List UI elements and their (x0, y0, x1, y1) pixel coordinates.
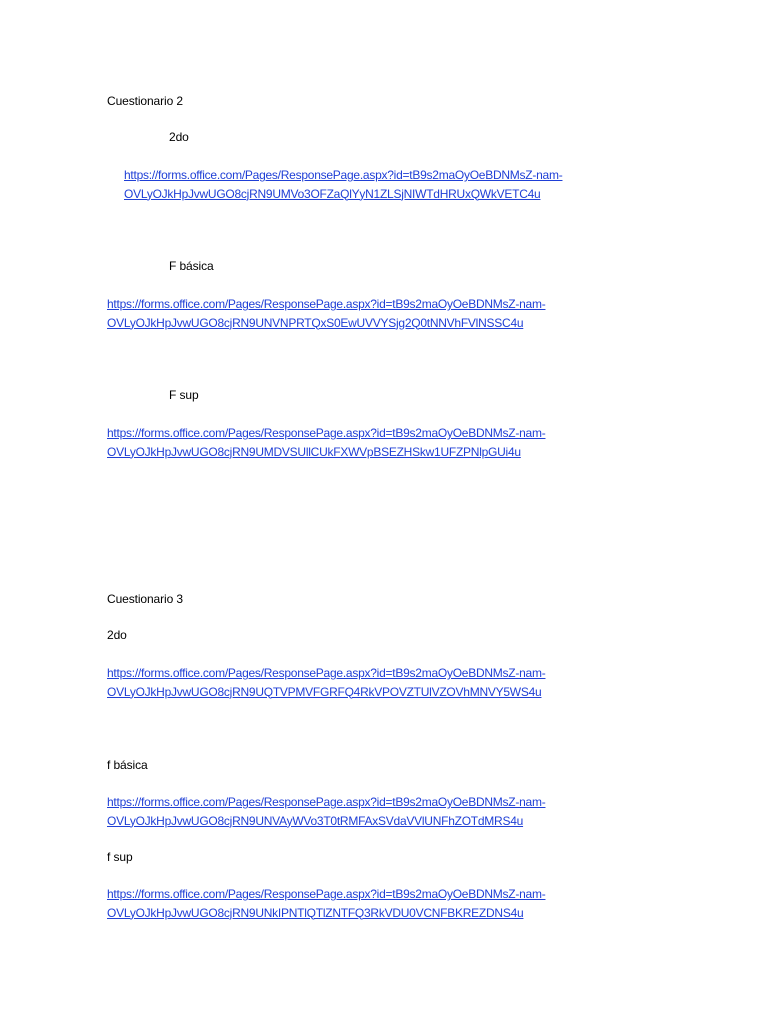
form-link-line-1: https://forms.office.com/Pages/ResponsePage.aspx?id=tB9s2maOyOeBDNMsZ-nam- (107, 666, 546, 680)
form-link-line-2: OVLyOJkHpJvwUGO8cjRN9UMDVSUllCUkFXWVpBSEZHSkw1UFZPNlpGUi4u (107, 444, 521, 459)
form-link-line-2: OVLyOJkHpJvwUGO8cjRN9UNVNPRTQxS0EwUVVYSjg2Q0tNNVhFVlNSSC4u (107, 315, 524, 330)
form-link-c2-f-basica[interactable] (107, 295, 545, 332)
form-link-line-2: OVLyOJkHpJvwUGO8cjRN9UNVAyWVo3T0tRMFAxSVdaVVlUNFhZOTdMRS4u (107, 813, 524, 828)
form-link-c2-2do[interactable] (124, 166, 562, 203)
form-link-line-2: OVLyOJkHpJvwUGO8cjRN9UMVo3OFZaQlYyN1ZLSjNIWTdHRUxQWkVETC4u (124, 186, 541, 201)
form-link-line-2: OVLyOJkHpJvwUGO8cjRN9UQTVPMVFGRFQ4RkVPOVZTUlVZOVhMNVY5WS4u (107, 684, 542, 699)
item-label-f-basica: f básica (107, 758, 148, 772)
form-link-line-1: https://forms.office.com/Pages/ResponsePage.aspx?id=tB9s2maOyOeBDNMsZ-nam- (107, 887, 546, 901)
item-label-2do: 2do (169, 130, 189, 144)
item-label-2do: 2do (107, 628, 127, 642)
form-link-line-1: https://forms.office.com/Pages/ResponsePage.aspx?id=tB9s2maOyOeBDNMsZ-nam- (107, 426, 546, 440)
section-heading-cuestionario-3: Cuestionario 3 (107, 592, 183, 606)
item-label-f-sup: F sup (169, 388, 199, 402)
form-link-line-2: OVLyOJkHpJvwUGO8cjRN9UNkIPNTlQTlZNTFQ3RkVDU0VCNFBKREZDNS4u (107, 905, 524, 920)
section-heading-cuestionario-2: Cuestionario 2 (107, 94, 183, 108)
form-link-line-1: https://forms.office.com/Pages/ResponsePage.aspx?id=tB9s2maOyOeBDNMsZ-nam- (107, 795, 546, 809)
form-link-c2-f-sup[interactable] (107, 424, 545, 461)
item-label-f-basica: F básica (169, 259, 214, 273)
form-link-line-1: https://forms.office.com/Pages/ResponsePage.aspx?id=tB9s2maOyOeBDNMsZ-nam- (124, 168, 563, 182)
item-label-f-sup: f sup (107, 850, 133, 864)
form-link-c3-f-sup[interactable] (107, 885, 545, 922)
form-link-c3-f-basica[interactable] (107, 793, 545, 830)
form-link-line-1: https://forms.office.com/Pages/ResponsePage.aspx?id=tB9s2maOyOeBDNMsZ-nam- (107, 297, 546, 311)
form-link-c3-2do[interactable] (107, 664, 545, 701)
